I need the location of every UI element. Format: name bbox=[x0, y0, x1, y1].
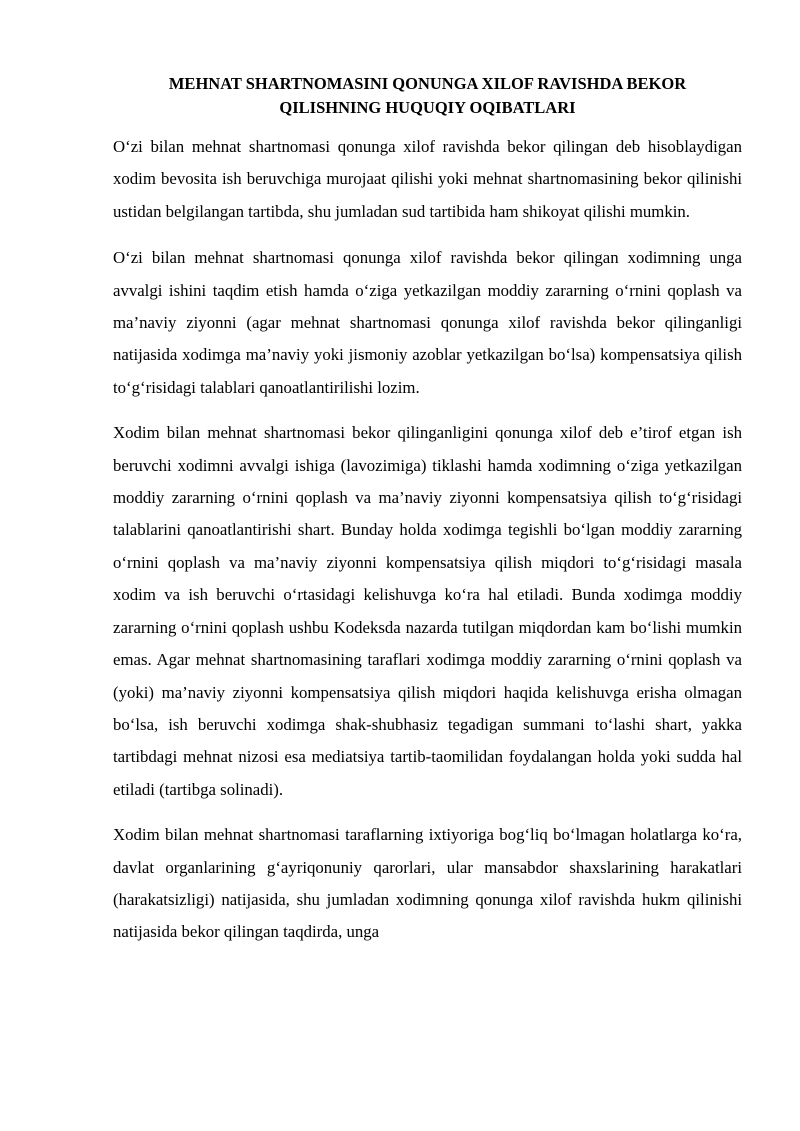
document-title-line-2: QILISHNING HUQUQIY OQIBATLARI bbox=[279, 98, 576, 117]
paragraph-2: O‘zi bilan mehnat shartnomasi qonunga xilof ravishda bekor qilingan xodimning unga avvalgi ishini taqdim etish hamda o‘ziga yetkazilgan moddiy zararning o‘rnini qoplash va ma’naviy ziyonni (agar mehnat shartnomasi qonunga xilof ravishda bekor qilinganligi natijasida xodimga ma’naviy yoki jismoniy azoblar yetkazilgan bo‘lsa) kompensatsiya qilish to‘g‘risidagi talablari qanoatlantirilishi lozim. bbox=[113, 248, 742, 397]
document-page bbox=[113, 72, 742, 949]
document-title-line-1: MEHNAT SHARTNOMASINI QONUNGA XILOF RAVISHDA BEKOR bbox=[168, 74, 687, 93]
paragraph-4: Xodim bilan mehnat shartnomasi taraflarning ixtiyoriga bog‘liq bo‘lmagan holatlarga ko‘ra, davlat organlarining g‘ayriqonuniy qarorlari, ular mansabdor shaxslarining harakatlari (harakatsizligi) natijasida, shu jumladan xodimning qonunga xilof ravishda hukm qilinishi natijasida bekor qilingan taqdirda, unga bbox=[113, 825, 742, 942]
paragraph-3: Xodim bilan mehnat shartnomasi bekor qilinganligini qonunga xilof deb e’tirof etgan ish beruvchi xodimni avvalgi ishiga (lavozimiga) tiklashi hamda xodimning o‘ziga yetkazilgan moddiy zararning o‘rnini qoplash va ma’naviy ziyonni kompensatsiya qilish to‘g‘risidagi talablarini qanoatlantirishi shart. Bunday holda xodimga tegishli bo‘lgan moddiy zararning o‘rnini qoplash va ma’naviy ziyonni kompensatsiya qilish miqdori to‘g‘risidagi masala xodim va ish beruvchi o‘rtasidagi kelishuvga ko‘ra hal etiladi. Bunda xodimga moddiy zararning o‘rnini qoplash ushbu Kodeksda nazarda tutilgan miqdordan kam bo‘lishi mumkin emas. Agar mehnat shartnomasining taraflari xodimga moddiy zararning o‘rnini qoplash va (yoki) ma’naviy ziyonni kompensatsiya qilish miqdori haqida kelishuvga erisha olmagan bo‘lsa, ish beruvchi xodimga shak-shubhasiz tegadigan summani to‘lashi shart, yakka tartibdagi mehnat nizosi esa mediatsiya tartib-taomilidan foydalangan holda yoki sudda hal etiladi (tartibga solinadi). bbox=[113, 423, 742, 799]
paragraph-1: O‘zi bilan mehnat shartnomasi qonunga xilof ravishda bekor qilingan deb hisoblaydigan xodim bevosita ish beruvchiga murojaat qilishi yoki mehnat shartnomasining bekor qilinishi ustidan belgilangan tartibda, shu jumladan sud tartibida ham shikoyat qilishi mumkin. bbox=[113, 137, 742, 221]
document-title bbox=[113, 72, 742, 120]
